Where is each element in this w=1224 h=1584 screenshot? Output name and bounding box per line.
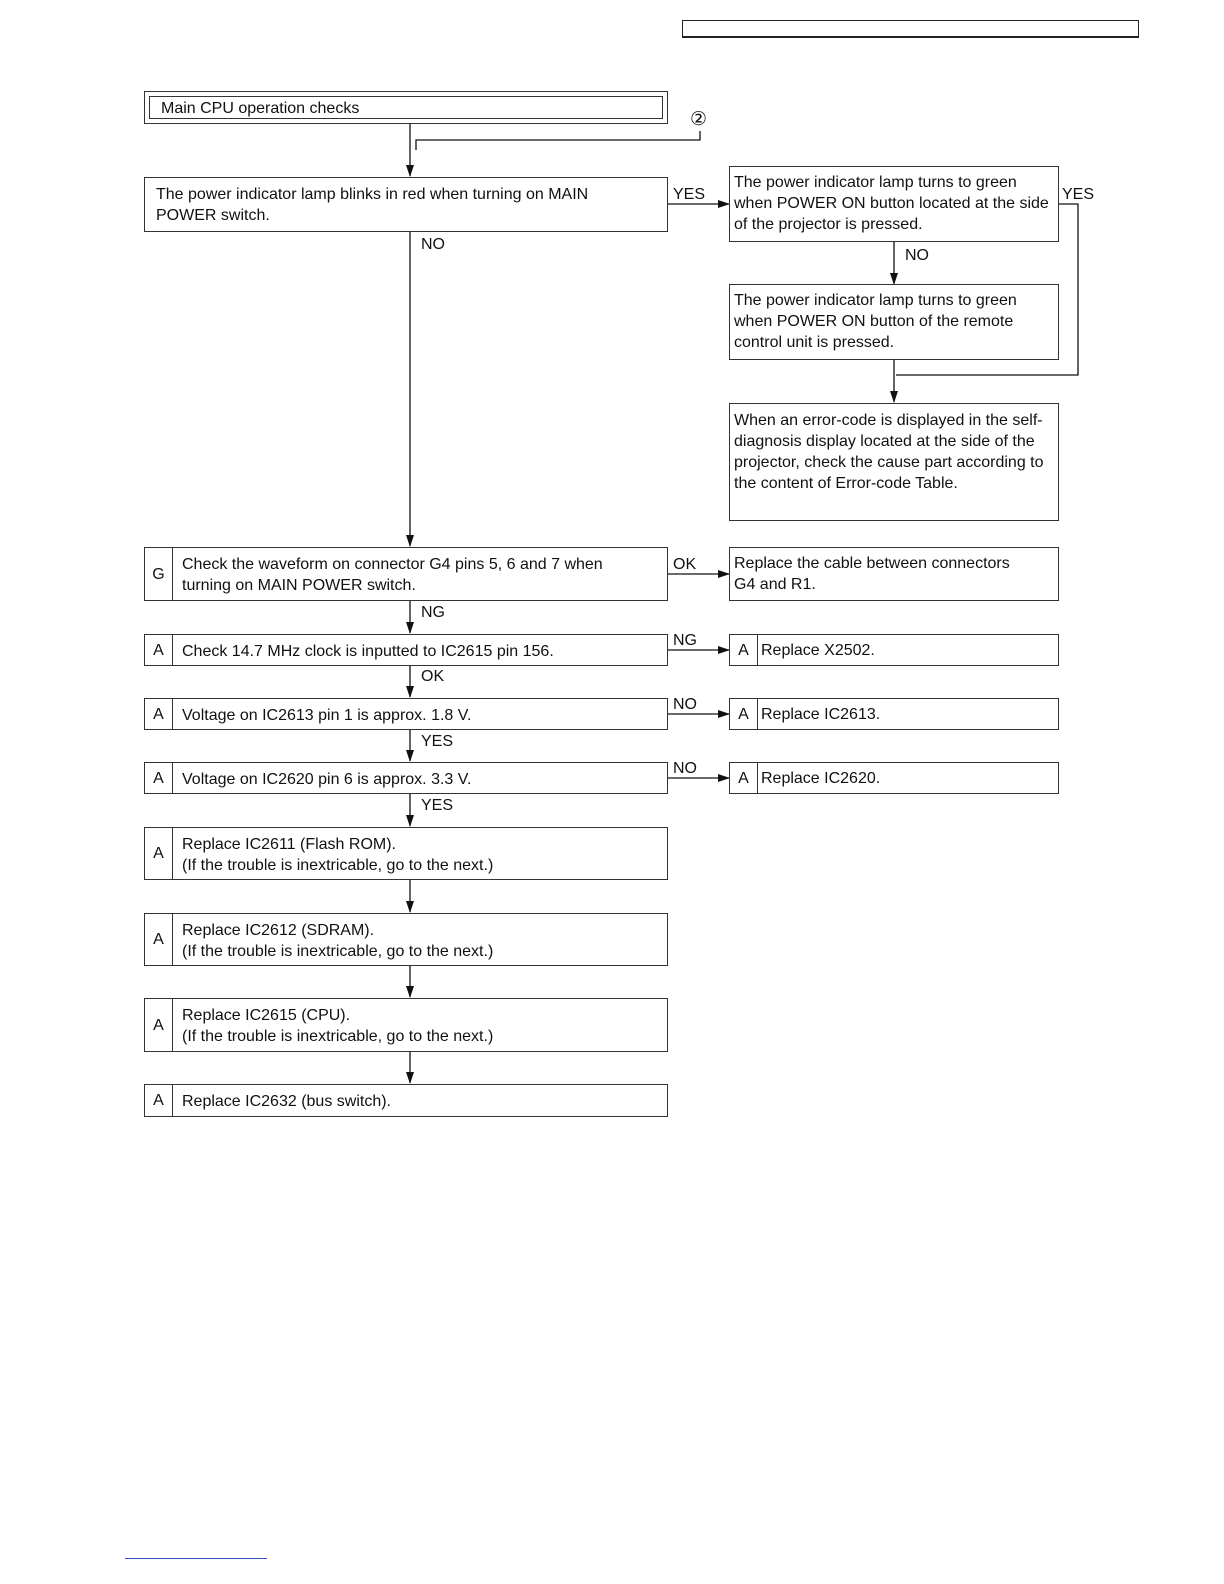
step-clock-code: A: [145, 635, 173, 665]
step-replace-cable-text: Replace the cable between connectors G4 and R1.: [734, 555, 1010, 593]
step-replace-ic2611-line2: (If the trouble is inextricable, go to the next.): [182, 857, 494, 874]
step-replace-x2502-text: Replace X2502.: [761, 642, 875, 659]
step-replace-ic2620: [729, 762, 1059, 794]
step-remote-button-text: The power indicator lamp turns to green when POWER ON button of the remote control unit is pressed.: [734, 292, 1017, 351]
step-replace-ic2613-code: A: [730, 699, 758, 729]
step-replace-ic2620-text: Replace IC2620.: [761, 770, 881, 787]
step-replace-ic2612: [144, 913, 668, 966]
label-side-yes: YES: [1062, 186, 1095, 203]
step-voltage-ic2613: [144, 698, 668, 730]
step-replace-ic2620-code: A: [730, 763, 758, 793]
step-replace-ic2612-code: A: [145, 914, 173, 965]
step-waveform: [144, 547, 668, 601]
step-replace-ic2611-code: A: [145, 828, 173, 879]
label-waveform-ok: OK: [673, 556, 697, 573]
step-voltage-ic2620-text: Voltage on IC2620 pin 6 is approx. 3.3 V.: [182, 771, 472, 788]
label-lamp-yes: YES: [673, 186, 706, 203]
label-ic2613-no: NO: [673, 696, 697, 713]
label-clock-ng: NG: [673, 632, 697, 649]
step-lamp-blinks: [144, 177, 668, 232]
step-voltage-ic2620-code: A: [145, 763, 173, 793]
step-remote-button: [729, 284, 1059, 360]
step-replace-x2502: [729, 634, 1059, 666]
title-text: Main CPU operation checks: [161, 100, 360, 117]
step-error-code-text: When an error-code is displayed in the self-diagnosis display located at the side of the projector, check the cause part according to the content of Error-code Table.: [734, 412, 1044, 492]
step-waveform-code: G: [145, 548, 173, 600]
connector-mark-2: ②: [690, 109, 708, 130]
step-replace-ic2612-line1: Replace IC2612 (SDRAM).: [182, 922, 375, 939]
title-box: [144, 91, 668, 124]
step-replace-ic2632: [144, 1084, 668, 1117]
step-side-button-text: The power indicator lamp turns to green when POWER ON button located at the side of the projector is pressed.: [734, 174, 1049, 233]
line-connector-2: [416, 131, 700, 150]
step-replace-ic2613: [729, 698, 1059, 730]
step-voltage-ic2620: [144, 762, 668, 794]
step-replace-ic2615-line2: (If the trouble is inextricable, go to the next.): [182, 1028, 494, 1045]
step-replace-ic2613-text: Replace IC2613.: [761, 706, 881, 723]
step-replace-ic2612-line2: (If the trouble is inextricable, go to the next.): [182, 943, 494, 960]
step-replace-ic2615-code: A: [145, 999, 173, 1051]
label-side-no: NO: [905, 247, 929, 264]
step-voltage-ic2613-code: A: [145, 699, 173, 729]
label-ic2613-yes: YES: [421, 733, 454, 750]
step-side-button: [729, 166, 1059, 242]
step-replace-ic2615: [144, 998, 668, 1052]
step-replace-ic2611: [144, 827, 668, 880]
step-error-code: [729, 403, 1059, 521]
label-ic2620-yes: YES: [421, 797, 454, 814]
step-replace-ic2632-code: A: [145, 1085, 173, 1116]
step-replace-x2502-code: A: [730, 635, 758, 665]
step-replace-ic2611-line1: Replace IC2611 (Flash ROM).: [182, 836, 396, 853]
step-replace-cable: [729, 547, 1059, 601]
label-waveform-ng: NG: [421, 604, 445, 621]
label-ic2620-no: NO: [673, 760, 697, 777]
label-clock-ok: OK: [421, 668, 445, 685]
step-replace-ic2632-text: Replace IC2632 (bus switch).: [182, 1093, 391, 1110]
label-lamp-no: NO: [421, 236, 445, 253]
step-clock: [144, 634, 668, 666]
step-waveform-text: Check the waveform on connector G4 pins 5, 6 and 7 when turning on MAIN POWER switch.: [182, 556, 603, 594]
step-voltage-ic2613-text: Voltage on IC2613 pin 1 is approx. 1.8 V.: [182, 707, 472, 724]
step-lamp-blinks-text: The power indicator lamp blinks in red when turning on MAIN POWER switch.: [156, 186, 589, 224]
step-replace-ic2615-line1: Replace IC2615 (CPU).: [182, 1007, 351, 1024]
step-clock-text: Check 14.7 MHz clock is inputted to IC2615 pin 156.: [182, 643, 554, 660]
